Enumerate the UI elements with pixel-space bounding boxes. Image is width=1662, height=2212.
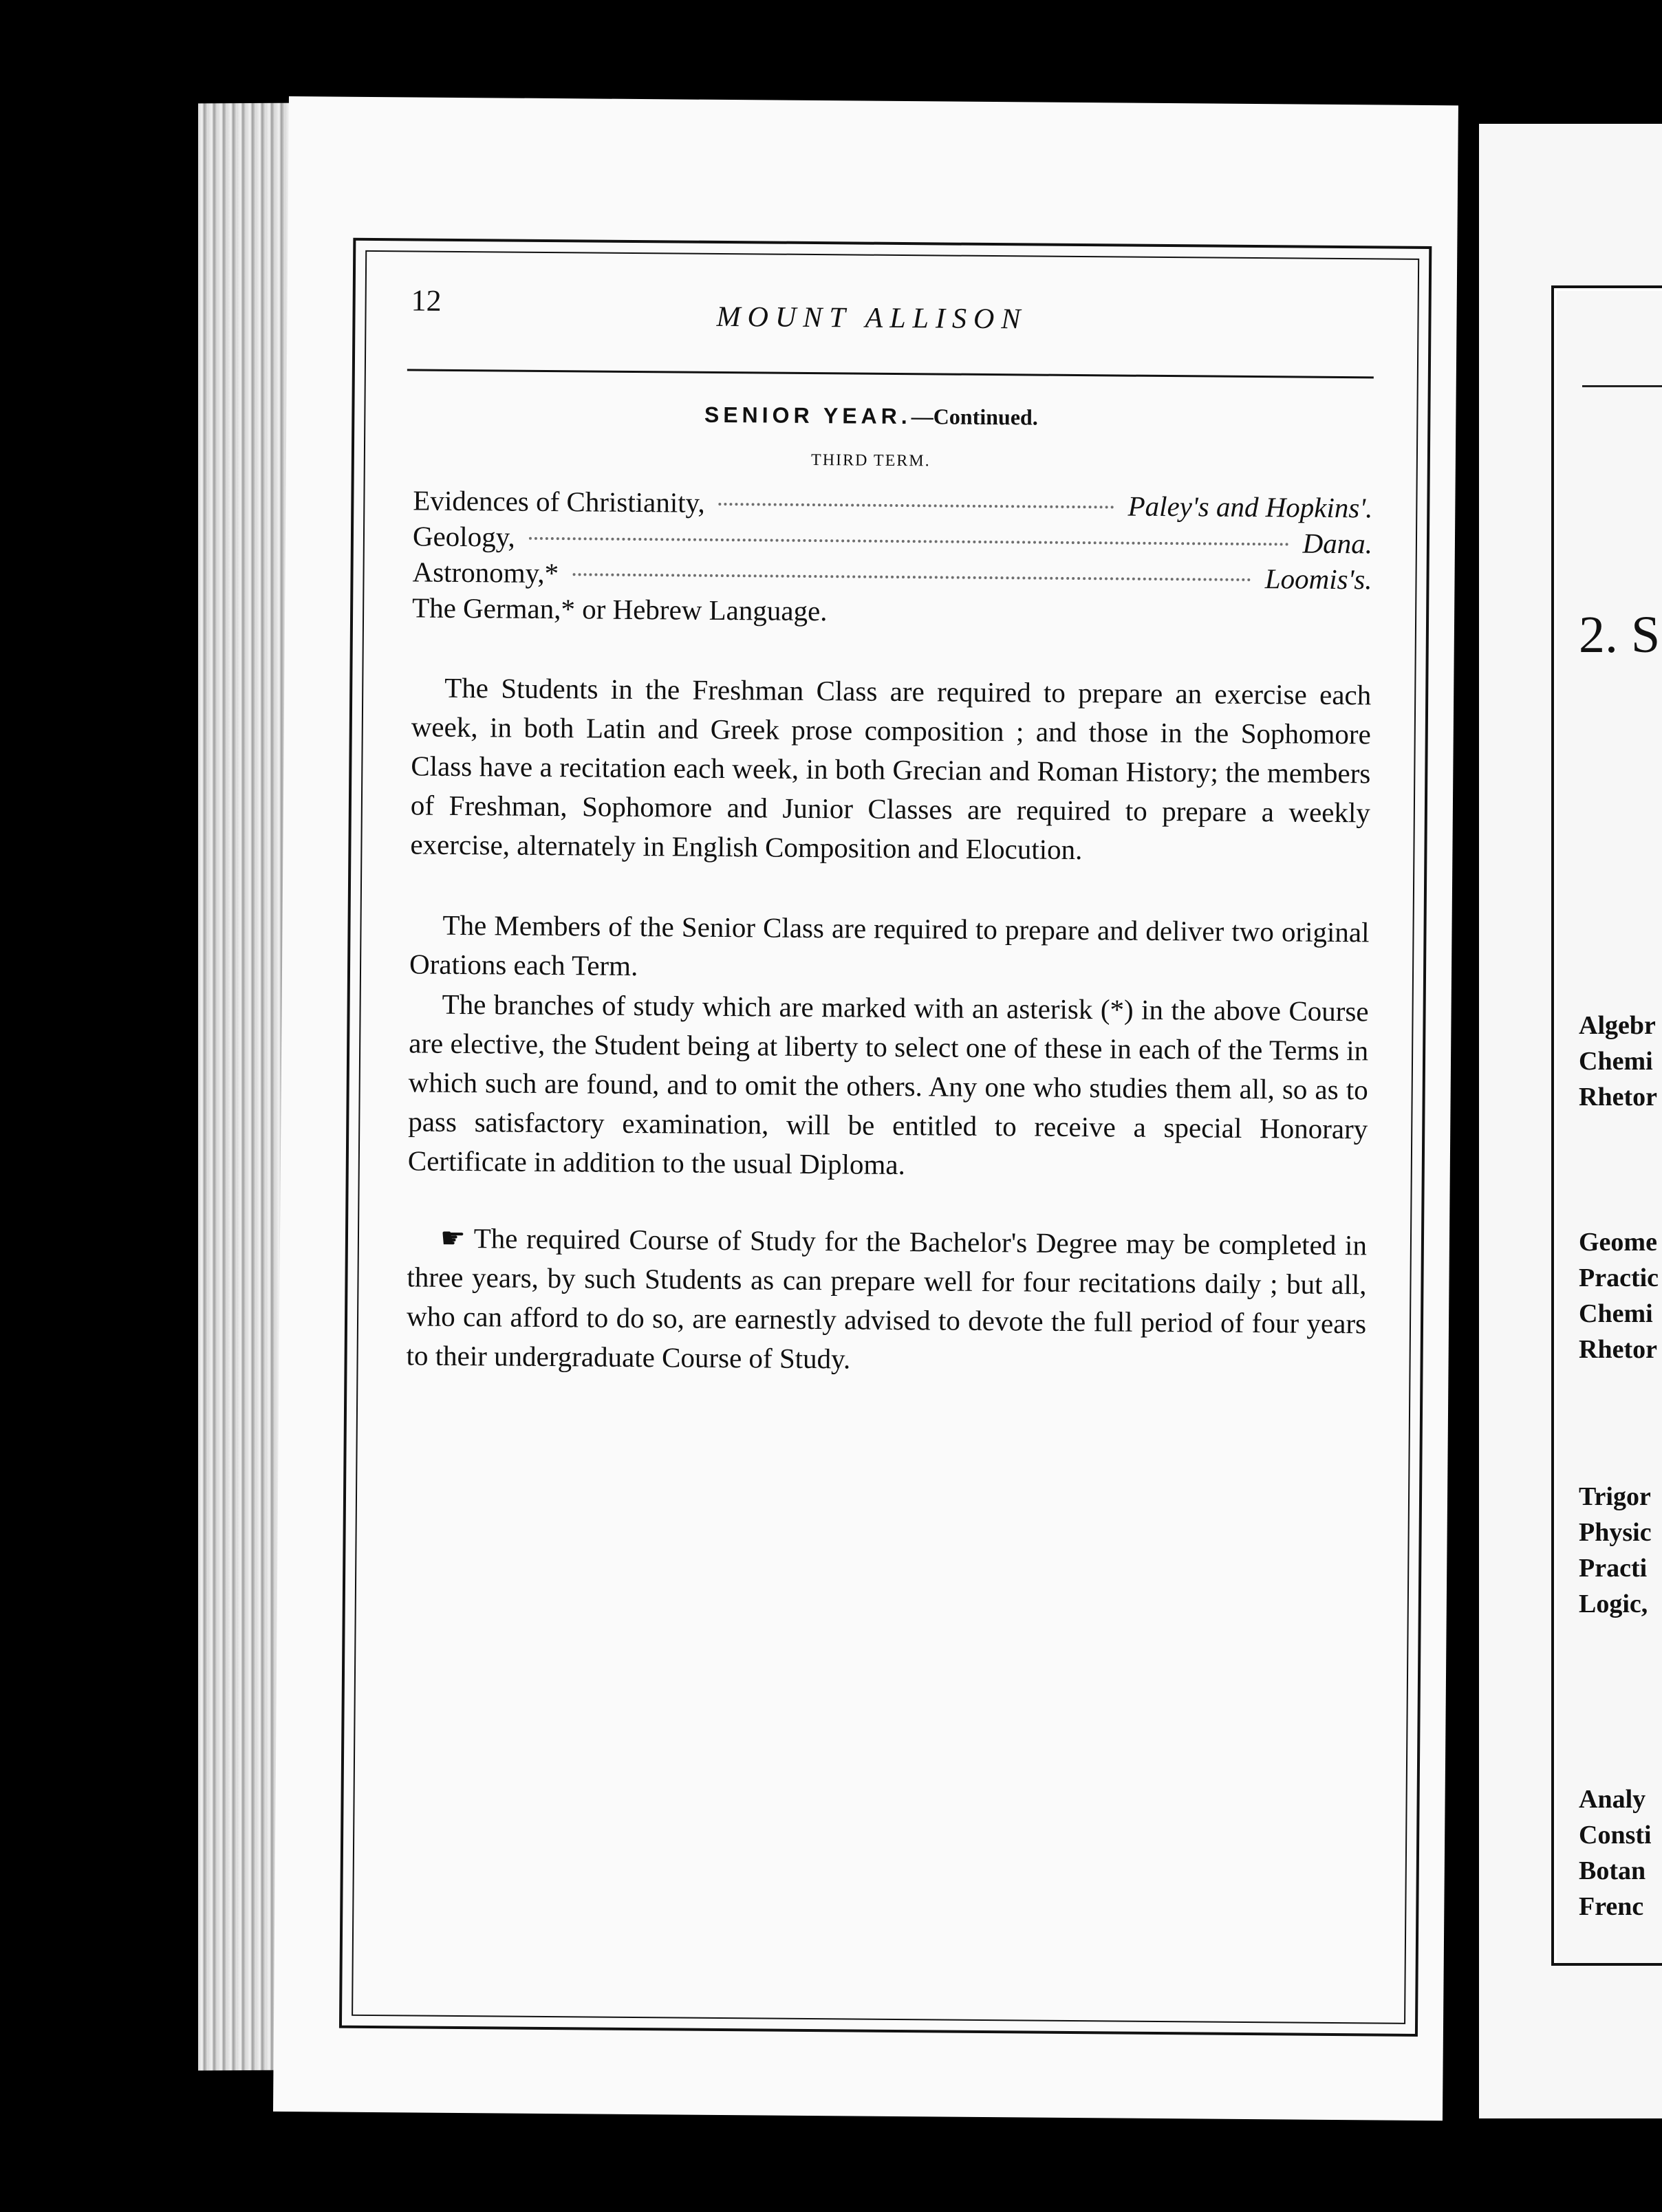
- right-page-item: Practic: [1579, 1264, 1659, 1292]
- right-page-heading: 2. S: [1579, 606, 1661, 664]
- term-title: THIRD TERM.: [810, 451, 931, 470]
- right-page-group: [1579, 1479, 1662, 1622]
- right-page-item: Rhetor: [1579, 1083, 1657, 1112]
- note-text: The required Course of Study for the Bachelor's Degree may be completed in three years, by such Students as can prepare well for four recitations daily ; but all, who can afford to do so, are earnestly advised to devote the full period of four years to their undergraduate Course of Study.: [406, 1222, 1368, 1375]
- right-page-group: [1579, 1781, 1662, 1924]
- section-title-suffix: —Continued.: [911, 404, 1038, 430]
- subject-row: [412, 589, 1372, 633]
- running-head: MOUNT ALLISON: [716, 301, 1028, 336]
- right-page-group: [1579, 1008, 1662, 1115]
- right-page-item: Chemi: [1579, 1299, 1653, 1328]
- section-title-caps: SENIOR YEAR.: [704, 402, 911, 429]
- paragraph-electives: The branches of study which are marked with an asterisk (*) in the above Course are elective, the Student being at liberty to select one of these in each of the Terms in which such are found, and to omit the others. Any one who studies them all, so as to pass satisfactory examination, will be entitled to receive a special Honorary Certificate in addition to the usual Diploma.: [407, 988, 1369, 1181]
- right-page-item: Rhetor: [1579, 1335, 1657, 1364]
- right-page-item: Trigor: [1579, 1482, 1651, 1511]
- subject-name: Astronomy,*: [412, 556, 559, 589]
- right-page-border: [1551, 285, 1662, 1966]
- leader-dots: [719, 503, 1114, 509]
- page-number: 12: [411, 283, 442, 318]
- subject-name: Evidences of Christianity,: [413, 484, 705, 519]
- subject-textbook: Dana.: [1302, 527, 1373, 560]
- right-page-item: Chemi: [1579, 1047, 1653, 1076]
- subject-textbook: Paley's and Hopkins'.: [1127, 490, 1373, 524]
- leader-dots: [529, 537, 1289, 546]
- right-page-item: Physic: [1579, 1518, 1652, 1547]
- right-page-item: Botan: [1579, 1856, 1646, 1885]
- right-page-group: [1579, 1224, 1662, 1367]
- paragraph-note: [406, 1218, 1367, 1382]
- right-page-item: Algebr: [1579, 1011, 1656, 1040]
- paragraph-orations: The Members of the Senior Class are required to prepare and deliver two original Orations each Term.: [409, 909, 1370, 982]
- pointing-hand-icon: ☛: [440, 1222, 466, 1255]
- right-page-item: Logic,: [1579, 1590, 1648, 1618]
- right-page-item: Analy: [1579, 1785, 1646, 1814]
- subject-list: [412, 482, 1373, 633]
- right-page-item: Practi: [1579, 1554, 1648, 1583]
- right-page-item: Geome: [1579, 1228, 1657, 1257]
- leader-dots: [572, 573, 1251, 581]
- right-page-item: Consti: [1579, 1821, 1652, 1850]
- book-page-left: [273, 96, 1458, 2121]
- right-page-item: Frenc: [1579, 1892, 1644, 1921]
- subject-name: The German,* or Hebrew Language.: [411, 592, 828, 627]
- right-page-rule: [1582, 385, 1662, 387]
- paragraph-exercises: The Students in the Freshman Class are required to prepare an exercise each week, in both Latin and Greek prose composition ; and those in the Sophomore Class have a recitation each week, in both Grecian and Roman History; the members of Freshman, Sophomore and Junior Classes are required to prepare a weekly exercise, alternately in English Composition and Elocution.: [410, 671, 1372, 866]
- subject-textbook: Loomis's.: [1264, 563, 1372, 596]
- subject-row: [413, 482, 1372, 525]
- subject-name: Geology,: [412, 520, 515, 553]
